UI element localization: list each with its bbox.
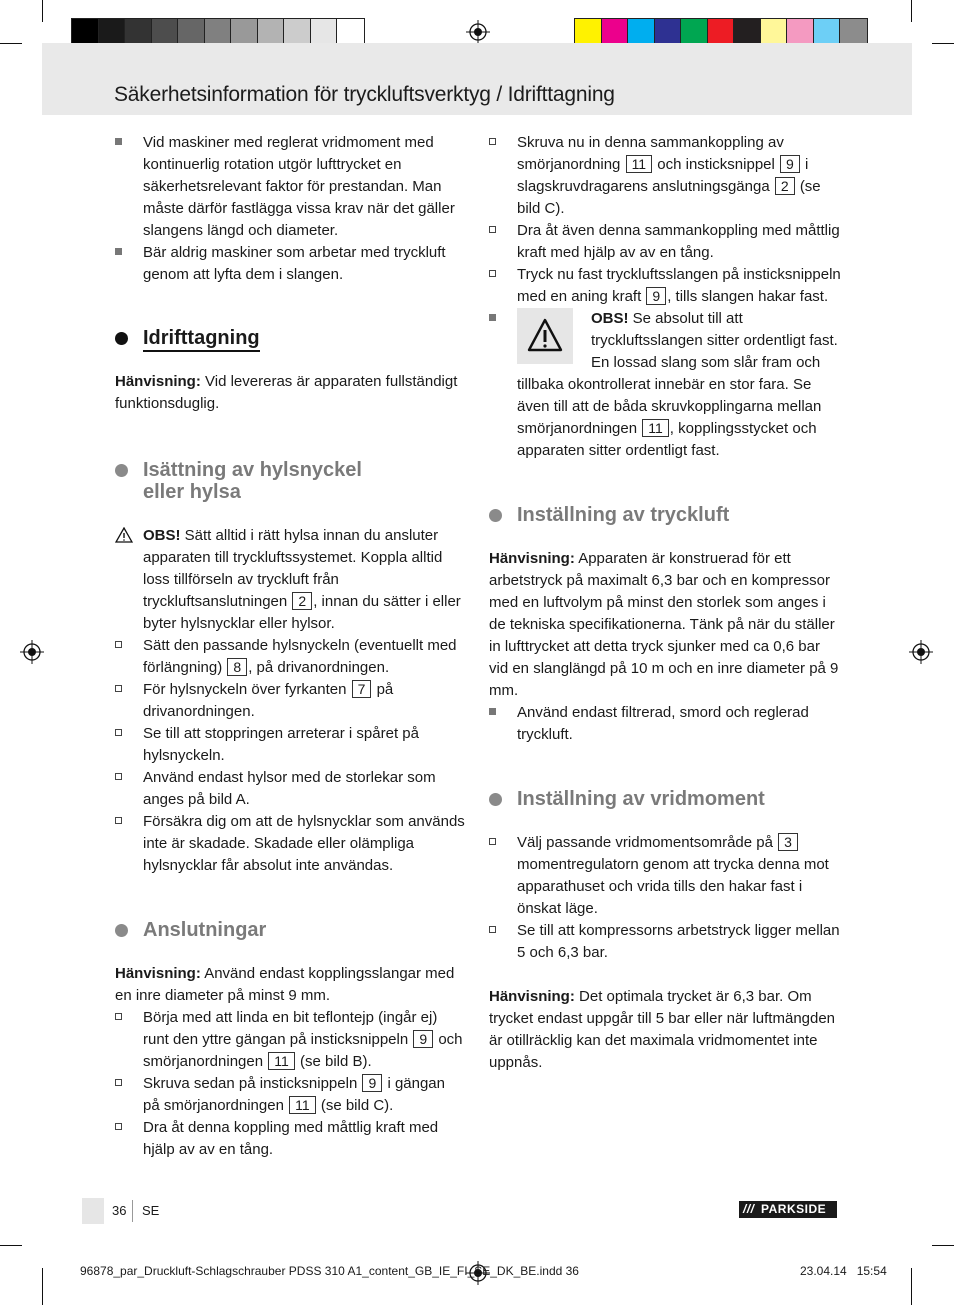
list-item: Tryck nu fast tryckluftsslangen på insticksnippeln med en aning kraft 9 , tills slangen hakar fast. (489, 264, 841, 308)
list-item: Skruva nu in denna sammankoppling av smörjanordning 11 och insticksnippel 9 i slagskruvdragarens anslutningsgänga 2 (se bild C). (489, 132, 841, 220)
bullet-square-icon (489, 314, 496, 321)
heading-dot-icon (115, 332, 128, 345)
bullet-square-icon (489, 708, 496, 715)
list-item: Försäkra dig om att de hylsnycklar som används inte är skadade. Skadade eller olämpliga hylsnycklar får absolut inte användas. (115, 811, 465, 877)
list-item: Sätt den passande hylsnyckeln (eventuellt med förlängning) 8 , på drivanordningen. (115, 635, 465, 679)
section-heading-hylsnyckel: Isättning av hylsnyckel eller hylsa (115, 459, 465, 503)
registration-mark-icon (20, 640, 44, 664)
color-swatch (681, 19, 708, 45)
heading-dot-icon (115, 464, 128, 477)
checkbox-square-icon (115, 773, 122, 780)
registration-mark-icon (466, 20, 490, 44)
crop-mark (0, 43, 22, 44)
bullet-square-icon (115, 138, 122, 145)
logo-stripes-icon: /// (743, 1202, 755, 1216)
list-item: Dra åt även denna sammankoppling med måttlig kraft med hjälp av av en tång. (489, 220, 841, 264)
color-swatch (628, 19, 655, 45)
cmyk-color-bar (574, 18, 868, 46)
warning-box (517, 308, 573, 364)
note-paragraph: Hänvisning: Använd endast kopplingsslangar med en inre diameter på minst 9 mm. (115, 965, 455, 1004)
note-paragraph: Hänvisning: Apparaten är konstruerad för ett arbetstryck på maximalt 6,3 bar och en kompressor med en luftvolym på minst den storlek som anges i de tekniska specifikationerna. Tänk på när du ställer in lufttrycket att detta tryck sjunker med ca 0,6 bar vid en slanglängd på 10 m och en inre diameter på 9 mm. (489, 550, 839, 699)
warning-triangle-icon (115, 527, 133, 543)
page-number-box (82, 1198, 104, 1224)
crop-mark (42, 0, 43, 22)
heading-dot-icon (115, 924, 128, 937)
color-swatch (125, 19, 152, 45)
list-item: Se till att stoppringen arreterar i spåret på hylsnyckeln. (115, 723, 465, 767)
crop-mark (911, 1268, 912, 1305)
color-swatch (761, 19, 788, 45)
list-item: Använd endast hylsor med de storlekar som anges på bild A. (115, 767, 465, 811)
color-swatch (840, 19, 867, 45)
color-swatch (708, 19, 735, 45)
crop-mark (0, 1245, 22, 1246)
list-item: Skruva sedan på insticksnippeln 9 i gängan på smörjanordningen 11 (se bild C). (115, 1073, 465, 1117)
parkside-logo: /// PARKSIDE (739, 1201, 837, 1218)
checkbox-square-icon (115, 1079, 122, 1086)
color-swatch (337, 19, 364, 45)
section-heading-vridmoment: Inställning av vridmoment (489, 788, 841, 810)
checkbox-square-icon (115, 1013, 122, 1020)
checkbox-square-icon (489, 926, 496, 933)
section-heading-idrifttagning: Idrifttagning (115, 327, 465, 349)
color-swatch (152, 19, 179, 45)
page-title: Säkerhetsinformation för tryckluftsverktyg / Idrifttagning (114, 83, 615, 106)
checkbox-square-icon (115, 1123, 122, 1130)
language-code: SE (142, 1203, 160, 1218)
print-date: 23.04.14 15:54 (800, 1264, 887, 1278)
grayscale-color-bar (71, 18, 365, 46)
list-item: Se till att kompressorns arbetstryck ligger mellan 5 och 6,3 bar. (489, 920, 841, 964)
list-item: Börja med att linda en bit teflontejp (ingår ej) runt den yttre gängan på insticksnippeln 9 och smörjanordningen 11 (se bild B). (115, 1007, 465, 1073)
list-item: Välj passande vridmomentsområde på 3 momentregulatorn genom att trycka denna mot apparathuset och vrida tills den hakar fast i önskat läge. (489, 832, 841, 920)
left-column (115, 132, 465, 1161)
section-heading-tryckluft: Inställning av tryckluft (489, 504, 841, 526)
color-swatch (258, 19, 285, 45)
color-swatch (734, 19, 761, 45)
note-paragraph: Hänvisning: Det optimala trycket är 6,3 bar. Om trycket endast uppgår till 5 bar eller när luftmängden är otillräcklig kan det maximala vridmomentet inte uppnås. (489, 988, 836, 1071)
checkbox-square-icon (115, 817, 122, 824)
color-swatch (178, 19, 205, 45)
color-swatch (602, 19, 629, 45)
checkbox-square-icon (115, 641, 122, 648)
checkbox-square-icon (489, 270, 496, 277)
page-header (42, 43, 912, 115)
color-swatch (311, 19, 338, 45)
list-item: Använd endast filtrerad, smord och reglerad tryckluft. (489, 702, 841, 746)
checkbox-square-icon (489, 226, 496, 233)
heading-dot-icon (489, 793, 502, 806)
list-item: För hylsnyckeln över fyrkanten 7 på drivanordningen. (115, 679, 465, 723)
list-item: Dra åt denna koppling med måttlig kraft med hjälp av av en tång. (115, 1117, 465, 1161)
warning-paragraph: OBS! Sätt alltid i rätt hylsa innan du ansluter apparaten till tryckluftssystemet. Koppla alltid loss tillförseln av tryckluft från tryckluftsanslutningen 2 , innan du sätter i eller byter hylsnycklar eller hylsor. (115, 525, 465, 635)
color-swatch (72, 19, 99, 45)
crop-mark (42, 1268, 43, 1305)
heading-dot-icon (489, 509, 502, 522)
footer-divider (132, 1200, 133, 1222)
color-swatch (205, 19, 232, 45)
checkbox-square-icon (115, 729, 122, 736)
list-item: Bär aldrig maskiner som arbetar med tryckluft genom att lyfta dem i slangen. (115, 242, 465, 286)
warning-triangle-icon (517, 308, 573, 364)
page-number: 36 (112, 1203, 127, 1218)
checkbox-square-icon (489, 838, 496, 845)
registration-mark-icon (909, 640, 933, 664)
crop-mark (911, 0, 912, 22)
list-item: Vid maskiner med reglerat vridmoment med kontinuerlig rotation utgör lufttrycket en säkerhetsrelevant faktor för prestandan. Man måste därför fastlägga vissa krav när det gäller slangens längd och diameter. (115, 132, 465, 242)
color-swatch (814, 19, 841, 45)
warning-paragraph: OBS! Se absolut till att tryckluftsslangen sitter ordentligt fast. En lossad slang som slår fram och tillbaka okontrollerat innebär en stor fara. Se även till att de båda skruvkopplingarna mellan smörjanordningen 11 , kopplingsstycket och apparaten sitter ordentligt fast. (489, 308, 841, 462)
color-swatch (575, 19, 602, 45)
color-swatch (787, 19, 814, 45)
color-swatch (231, 19, 258, 45)
checkbox-square-icon (115, 685, 122, 692)
section-heading-anslutningar: Anslutningar (115, 919, 465, 941)
crop-mark (932, 43, 954, 44)
note-paragraph: Hänvisning: Vid levereras är apparaten fullständigt funktionsduglig. (115, 373, 458, 412)
right-column (489, 132, 841, 1074)
color-swatch (284, 19, 311, 45)
bullet-square-icon (115, 248, 122, 255)
color-swatch (99, 19, 126, 45)
checkbox-square-icon (489, 138, 496, 145)
color-swatch (655, 19, 682, 45)
print-slug: 96878_par_Druckluft-Schlagschrauber PDSS 310 A1_content_GB_IE_FI_SE_DK_BE.indd 36 (80, 1264, 579, 1278)
crop-mark (932, 1245, 954, 1246)
